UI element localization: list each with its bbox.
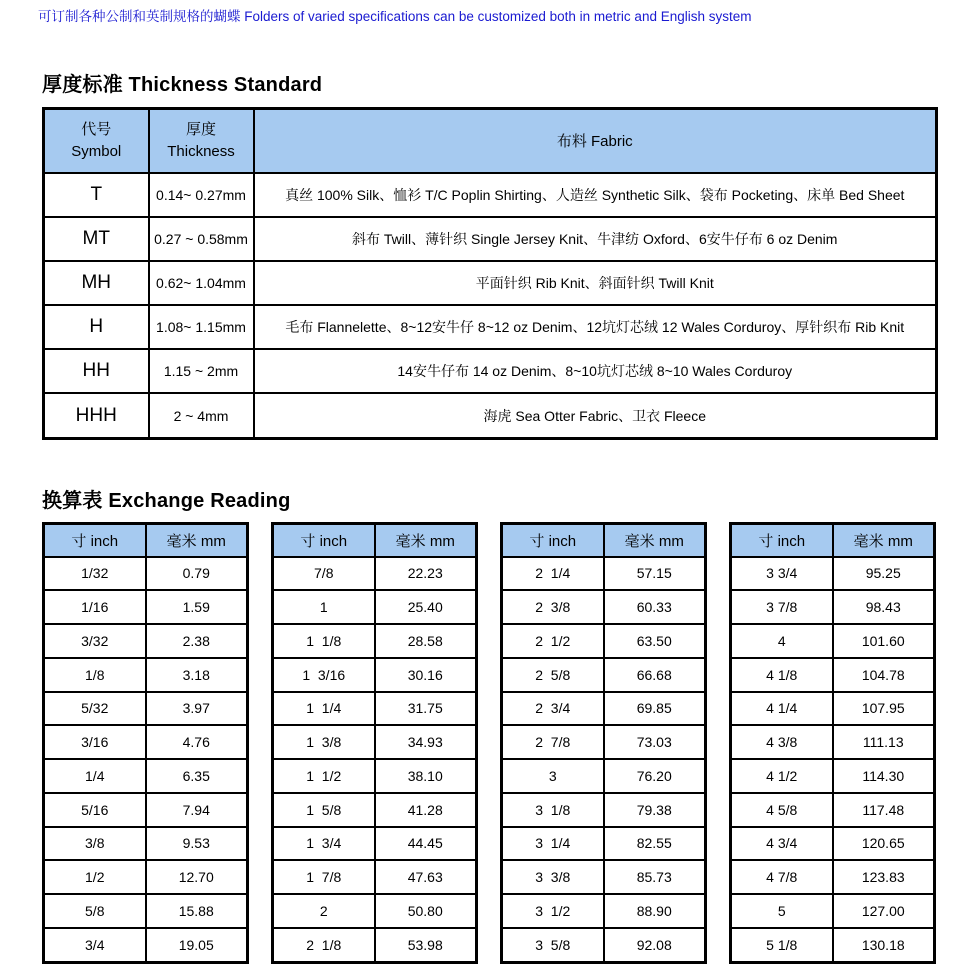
mm-cell: 66.68 — [604, 658, 706, 692]
exchange-table-1 — [42, 522, 249, 964]
header-row — [44, 109, 937, 173]
table-row — [44, 393, 937, 438]
table-row — [44, 692, 248, 726]
mm-cell: 117.48 — [833, 793, 935, 827]
table-row — [502, 759, 706, 793]
exchange-table-4-header — [731, 524, 935, 557]
table-row — [502, 557, 706, 591]
inch-cell: 3 7/8 — [731, 590, 833, 624]
mm-cell: 107.95 — [833, 692, 935, 726]
inch-cell: 4 3/4 — [731, 827, 833, 861]
table-row — [44, 557, 248, 591]
inch-cell: 3 1/4 — [502, 827, 604, 861]
table-row — [44, 928, 248, 963]
inch-cell: 1/32 — [44, 557, 146, 591]
inch-cell: 1 3/4 — [273, 827, 375, 861]
table-row — [44, 624, 248, 658]
inch-column-header: 寸 inch — [44, 524, 146, 557]
header-row — [731, 524, 935, 557]
mm-cell: 73.03 — [604, 725, 706, 759]
mm-cell: 50.80 — [375, 894, 477, 928]
mm-cell: 15.88 — [146, 894, 248, 928]
symbol-cell: T — [44, 173, 149, 217]
mm-cell: 28.58 — [375, 624, 477, 658]
thickness-header-zh: 厚度 — [185, 121, 216, 138]
thickness-column-header — [149, 109, 254, 173]
inch-cell: 1 1/2 — [273, 759, 375, 793]
inch-cell: 4 1/2 — [731, 759, 833, 793]
mm-cell: 6.35 — [146, 759, 248, 793]
table-row — [731, 860, 935, 894]
inch-cell: 5/16 — [44, 793, 146, 827]
inch-cell: 2 5/8 — [502, 658, 604, 692]
inch-cell: 4 1/4 — [731, 692, 833, 726]
mm-cell: 130.18 — [833, 928, 935, 963]
mm-cell: 7.94 — [146, 793, 248, 827]
table-row — [502, 725, 706, 759]
inch-cell: 7/8 — [273, 557, 375, 591]
mm-cell: 25.40 — [375, 590, 477, 624]
table-row — [731, 894, 935, 928]
inch-column-header: 寸 inch — [502, 524, 604, 557]
thickness-cell: 1.08~ 1.15mm — [149, 305, 254, 349]
table-row — [44, 759, 248, 793]
table-row — [273, 793, 477, 827]
table-row — [731, 928, 935, 963]
mm-cell: 41.28 — [375, 793, 477, 827]
thickness-cell: 1.15 ~ 2mm — [149, 349, 254, 393]
symbol-cell: MH — [44, 261, 149, 305]
inch-cell: 4 3/8 — [731, 725, 833, 759]
thickness-table-body — [44, 173, 937, 439]
fabric-column-header: 布料 Fabric — [254, 109, 937, 173]
table-row — [731, 590, 935, 624]
mm-cell: 95.25 — [833, 557, 935, 591]
fabric-cell: 平面针织 Rib Knit、斜面针织 Twill Knit — [254, 261, 937, 305]
inch-cell: 2 1/8 — [273, 928, 375, 963]
symbol-cell: HH — [44, 349, 149, 393]
mm-cell: 69.85 — [604, 692, 706, 726]
table-row — [273, 725, 477, 759]
exchange-table-1-body — [44, 557, 248, 963]
table-row — [273, 692, 477, 726]
inch-cell: 1 — [273, 590, 375, 624]
exchange-table-4 — [729, 522, 936, 964]
mm-cell: 127.00 — [833, 894, 935, 928]
exchange-table-3-body — [502, 557, 706, 963]
mm-cell: 79.38 — [604, 793, 706, 827]
mm-column-header: 毫米 mm — [833, 524, 935, 557]
table-row — [502, 692, 706, 726]
inch-cell: 4 5/8 — [731, 793, 833, 827]
table-row — [273, 928, 477, 963]
table-row — [44, 658, 248, 692]
inch-cell: 1 1/8 — [273, 624, 375, 658]
mm-cell: 63.50 — [604, 624, 706, 658]
inch-cell: 1 1/4 — [273, 692, 375, 726]
mm-column-header: 毫米 mm — [146, 524, 248, 557]
inch-cell: 1/2 — [44, 860, 146, 894]
exchange-table-3 — [500, 522, 707, 964]
inch-cell: 1/4 — [44, 759, 146, 793]
inch-column-header: 寸 inch — [273, 524, 375, 557]
mm-cell: 31.75 — [375, 692, 477, 726]
header-row — [44, 524, 248, 557]
table-row — [44, 860, 248, 894]
mm-cell: 85.73 — [604, 860, 706, 894]
table-row — [273, 860, 477, 894]
exchange-section-title: 换算表 Exchange Reading — [42, 490, 291, 512]
mm-cell: 101.60 — [833, 624, 935, 658]
inch-column-header: 寸 inch — [731, 524, 833, 557]
table-row — [273, 759, 477, 793]
inch-cell: 1 7/8 — [273, 860, 375, 894]
mm-cell: 82.55 — [604, 827, 706, 861]
table-row — [502, 590, 706, 624]
table-row — [731, 827, 935, 861]
mm-cell: 38.10 — [375, 759, 477, 793]
table-row — [273, 557, 477, 591]
mm-cell: 34.93 — [375, 725, 477, 759]
inch-cell: 3 1/2 — [502, 894, 604, 928]
mm-cell: 47.63 — [375, 860, 477, 894]
thickness-cell: 0.14~ 0.27mm — [149, 173, 254, 217]
table-row — [273, 827, 477, 861]
mm-cell: 3.18 — [146, 658, 248, 692]
table-row — [44, 173, 937, 217]
mm-cell: 123.83 — [833, 860, 935, 894]
mm-cell: 12.70 — [146, 860, 248, 894]
fabric-cell: 毛布 Flannelette、8~12安牛仔 8~12 oz Denim、12坑灯芯绒 12 Wales Corduroy、厚针织布 Rib Knit — [254, 305, 937, 349]
mm-cell: 92.08 — [604, 928, 706, 963]
table-row — [502, 658, 706, 692]
inch-cell: 5 — [731, 894, 833, 928]
inch-cell: 3 1/8 — [502, 793, 604, 827]
symbol-cell: MT — [44, 217, 149, 261]
thickness-table-header — [44, 109, 937, 173]
inch-cell: 4 1/8 — [731, 658, 833, 692]
table-row — [273, 624, 477, 658]
inch-cell: 1/16 — [44, 590, 146, 624]
mm-cell: 88.90 — [604, 894, 706, 928]
table-row — [44, 590, 248, 624]
inch-cell: 3 5/8 — [502, 928, 604, 963]
mm-cell: 53.98 — [375, 928, 477, 963]
mm-cell: 22.23 — [375, 557, 477, 591]
mm-cell: 104.78 — [833, 658, 935, 692]
table-row — [273, 894, 477, 928]
table-row — [731, 759, 935, 793]
table-row — [731, 793, 935, 827]
symbol-cell: HHH — [44, 393, 149, 438]
table-row — [44, 894, 248, 928]
symbol-cell: H — [44, 305, 149, 349]
mm-cell: 57.15 — [604, 557, 706, 591]
table-row — [731, 658, 935, 692]
table-row — [731, 692, 935, 726]
mm-column-header: 毫米 mm — [375, 524, 477, 557]
thickness-cell: 2 ~ 4mm — [149, 393, 254, 438]
table-row — [273, 658, 477, 692]
thickness-cell: 0.27 ~ 0.58mm — [149, 217, 254, 261]
mm-cell: 120.65 — [833, 827, 935, 861]
symbol-header-zh: 代号 — [81, 121, 112, 138]
table-row — [44, 725, 248, 759]
symbol-header-en: Symbol — [71, 142, 122, 160]
table-row — [731, 557, 935, 591]
inch-cell: 4 7/8 — [731, 860, 833, 894]
top-note: 可订制各种公制和英制规格的蝴蝶 Folders of varied specifications can be customized both in metric and English system — [38, 9, 752, 24]
inch-cell: 3/32 — [44, 624, 146, 658]
inch-cell: 2 7/8 — [502, 725, 604, 759]
mm-cell: 1.59 — [146, 590, 248, 624]
inch-cell: 3/8 — [44, 827, 146, 861]
mm-cell: 111.13 — [833, 725, 935, 759]
inch-cell: 3 3/8 — [502, 860, 604, 894]
exchange-table-2-body — [273, 557, 477, 963]
exchange-table-4-body — [731, 557, 935, 963]
exchange-table-1-header — [44, 524, 248, 557]
exchange-tables-row — [42, 522, 980, 964]
table-row — [731, 725, 935, 759]
mm-cell: 114.30 — [833, 759, 935, 793]
mm-cell: 9.53 — [146, 827, 248, 861]
mm-column-header: 毫米 mm — [604, 524, 706, 557]
table-row — [502, 928, 706, 963]
inch-cell: 2 — [273, 894, 375, 928]
table-row — [731, 624, 935, 658]
table-row — [44, 349, 937, 393]
inch-cell: 2 1/4 — [502, 557, 604, 591]
mm-cell: 98.43 — [833, 590, 935, 624]
table-row — [502, 860, 706, 894]
thickness-section-title: 厚度标准 Thickness Standard — [42, 74, 323, 96]
header-row — [273, 524, 477, 557]
table-row — [273, 590, 477, 624]
exchange-table-3-header — [502, 524, 706, 557]
inch-cell: 1 5/8 — [273, 793, 375, 827]
header-row — [502, 524, 706, 557]
inch-cell: 3 3/4 — [731, 557, 833, 591]
table-row — [44, 305, 937, 349]
inch-cell: 5/8 — [44, 894, 146, 928]
mm-cell: 4.76 — [146, 725, 248, 759]
mm-cell: 3.97 — [146, 692, 248, 726]
fabric-cell: 斜布 Twill、薄针织 Single Jersey Knit、牛津纺 Oxford、6安牛仔布 6 oz Denim — [254, 217, 937, 261]
thickness-header-en: Thickness — [167, 142, 235, 160]
table-row — [502, 894, 706, 928]
inch-cell: 5 1/8 — [731, 928, 833, 963]
table-row — [502, 624, 706, 658]
table-row — [44, 827, 248, 861]
mm-cell: 2.38 — [146, 624, 248, 658]
table-row — [502, 827, 706, 861]
fabric-cell: 海虎 Sea Otter Fabric、卫衣 Fleece — [254, 393, 937, 438]
mm-cell: 0.79 — [146, 557, 248, 591]
mm-cell: 76.20 — [604, 759, 706, 793]
inch-cell: 1 3/8 — [273, 725, 375, 759]
inch-cell: 1 3/16 — [273, 658, 375, 692]
inch-cell: 4 — [731, 624, 833, 658]
inch-cell: 3/16 — [44, 725, 146, 759]
inch-cell: 2 3/4 — [502, 692, 604, 726]
mm-cell: 30.16 — [375, 658, 477, 692]
inch-cell: 2 1/2 — [502, 624, 604, 658]
inch-cell: 3/4 — [44, 928, 146, 963]
thickness-cell: 0.62~ 1.04mm — [149, 261, 254, 305]
table-row — [44, 261, 937, 305]
exchange-table-2-header — [273, 524, 477, 557]
inch-cell: 2 3/8 — [502, 590, 604, 624]
symbol-column-header — [44, 109, 149, 173]
table-row — [44, 217, 937, 261]
mm-cell: 44.45 — [375, 827, 477, 861]
table-row — [44, 793, 248, 827]
mm-cell: 60.33 — [604, 590, 706, 624]
mm-cell: 19.05 — [146, 928, 248, 963]
inch-cell: 1/8 — [44, 658, 146, 692]
fabric-cell: 14安牛仔布 14 oz Denim、8~10坑灯芯绒 8~10 Wales Corduroy — [254, 349, 937, 393]
inch-cell: 5/32 — [44, 692, 146, 726]
exchange-table-2 — [271, 522, 478, 964]
inch-cell: 3 — [502, 759, 604, 793]
table-row — [502, 793, 706, 827]
thickness-table — [42, 107, 938, 440]
fabric-cell: 真丝 100% Silk、恤衫 T/C Poplin Shirting、人造丝 Synthetic Silk、袋布 Pocketing、床单 Bed Sheet — [254, 173, 937, 217]
